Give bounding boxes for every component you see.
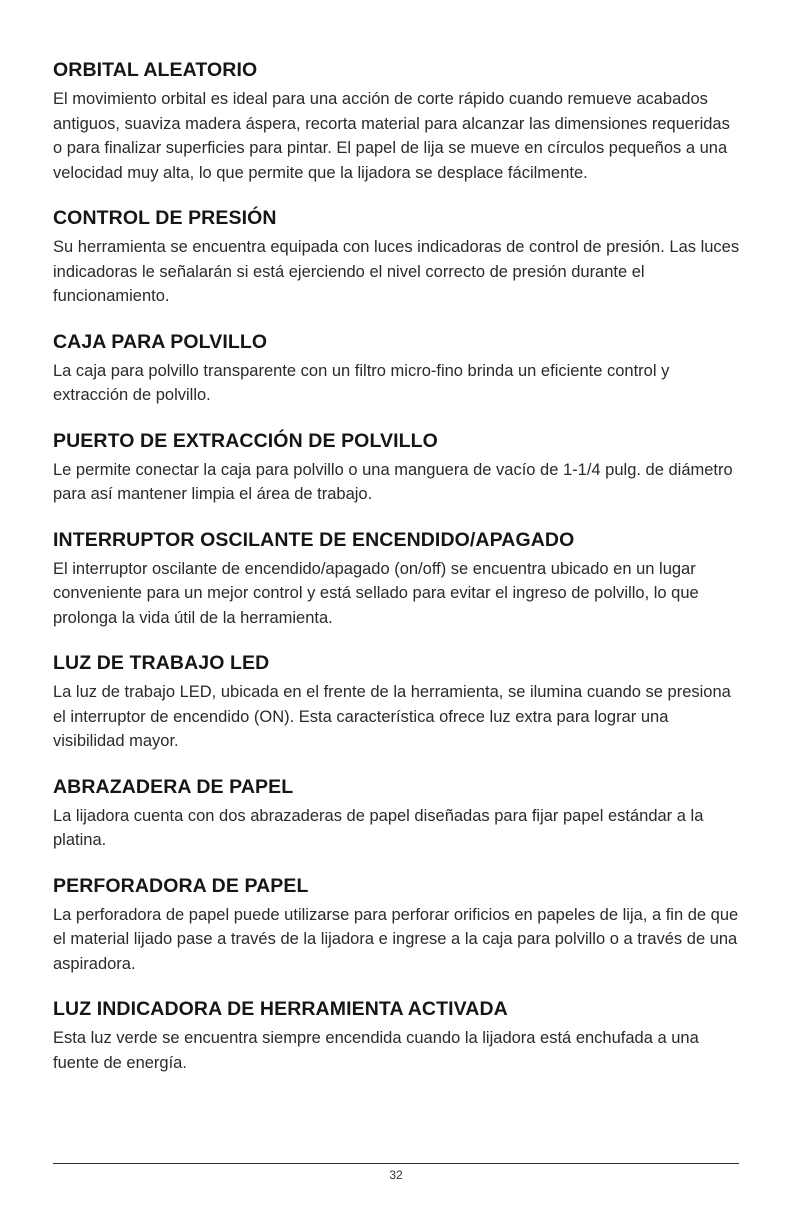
section-interruptor-oscilante: [53, 528, 743, 631]
section-paragraph: El movimiento orbital es ideal para una acción de corte rápido cuando remueve acabados antiguos, suaviza madera áspera, recorta material para alcanzar las dimensiones requeridas o para finalizar superficies para pintar. El papel de lija se mueve en círculos pequeños a una velocidad muy alta, lo que permite que la lijadora se desplace fácilmente.: [53, 90, 730, 182]
section-luz-de-trabajo-led: [53, 651, 743, 754]
section-heading: ABRAZADERA DE PAPEL: [53, 775, 294, 798]
section-heading: LUZ INDICADORA DE HERRAMIENTA ACTIVADA: [53, 998, 508, 1020]
section-heading: ORBITAL ALEATORIO: [53, 59, 258, 81]
section-perforadora-de-papel: [53, 874, 743, 977]
section-paragraph: Le permite conectar la caja para polvillo o una manguera de vacío de 1-1/4 pulg. de diámetro para así mantener limpia el área de trabajo.: [53, 460, 733, 503]
section-paragraph: La perforadora de papel puede utilizarse para perforar orificios en papeles de lija, a fin de que el material lijado pase a través de la lijadora e ingrese a la caja para polvillo o a través de una aspiradora.: [53, 905, 739, 973]
section-paragraph: La caja para polvillo transparente con un filtro micro-fino brinda un eficiente control y extracción de polvillo.: [53, 361, 670, 404]
section-heading: LUZ DE TRABAJO LED: [53, 652, 270, 674]
section-caja-para-polvillo: [53, 330, 743, 408]
section-abrazadera-de-papel: [53, 775, 743, 853]
section-paragraph: La luz de trabajo LED, ubicada en el frente de la herramienta, se ilumina cuando se presiona el interruptor de encendido (ON). Esta característica ofrece luz extra para lograr una visibilidad mayor.: [53, 683, 731, 750]
section-puerto-de-extraccion: [53, 429, 743, 507]
section-control-de-presion: [53, 206, 743, 309]
section-heading: CONTROL DE PRESIÓN: [53, 207, 277, 229]
page-number: 32: [389, 1168, 403, 1182]
section-heading: INTERRUPTOR OSCILANTE DE ENCENDIDO/APAGADO: [53, 528, 575, 551]
section-paragraph: Esta luz verde se encuentra siempre encendida cuando la lijadora está enchufada a una fuente de energía.: [53, 1029, 699, 1072]
section-paragraph: El interruptor oscilante de encendido/apagado (on/off) se encuentra ubicado en un lugar conveniente para un mejor control y está sellado para evitar el ingreso de polvillo, lo que prolonga la vida útil de la herramienta.: [53, 559, 699, 627]
document-page: [53, 58, 743, 1075]
footer-divider: [53, 1163, 739, 1164]
section-heading: CAJA PARA POLVILLO: [53, 330, 268, 353]
section-heading: PUERTO DE EXTRACCIÓN DE POLVILLO: [53, 429, 438, 452]
section-paragraph: Su herramienta se encuentra equipada con luces indicadoras de control de presión. Las luces indicadoras le señalarán si está ejerciendo el nivel correcto de presión durante el funcionamiento.: [53, 238, 740, 305]
section-heading: PERFORADORA DE PAPEL: [53, 874, 309, 897]
section-paragraph: La lijadora cuenta con dos abrazaderas de papel diseñadas para fijar papel estándar a la platina.: [53, 806, 704, 849]
section-orbital-aleatorio: [53, 58, 743, 185]
section-luz-indicadora: [53, 997, 743, 1075]
